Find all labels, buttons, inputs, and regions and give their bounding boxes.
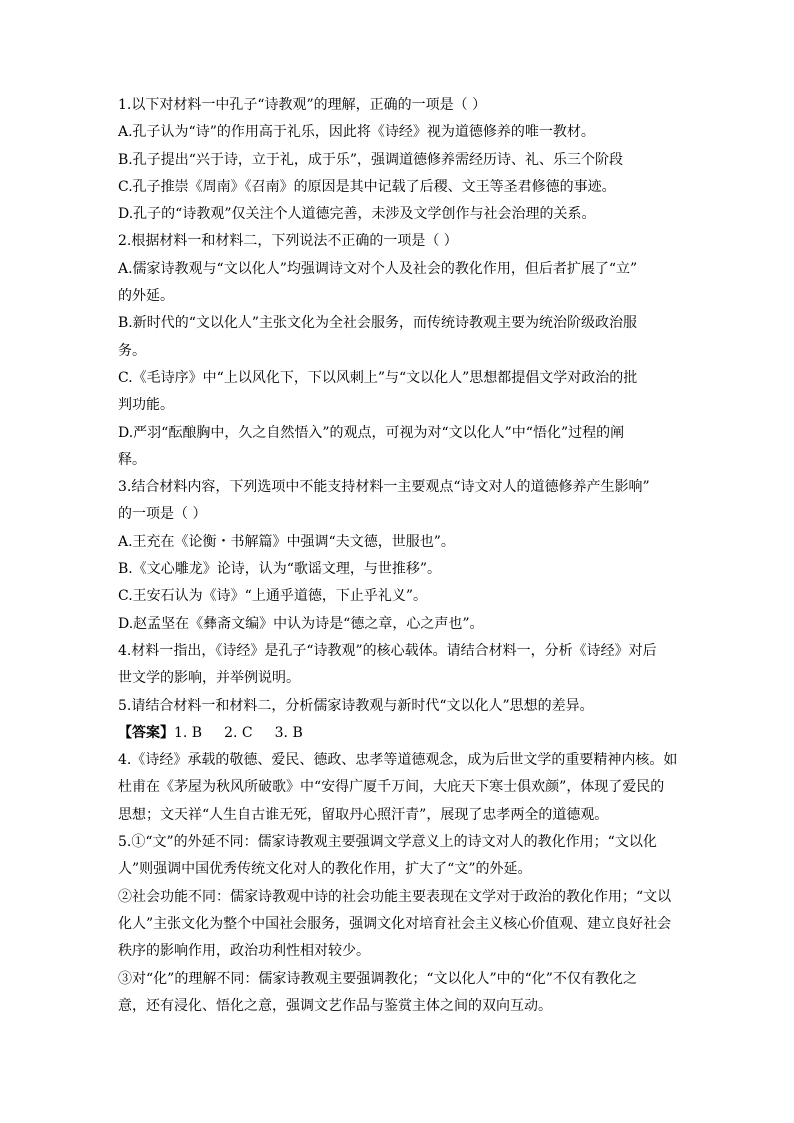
q2-option-a: A.儒家诗教观与“文以化人”均强调诗文对个人及社会的教化作用，但后者扩展了“立” bbox=[118, 260, 638, 277]
q2-option-c: C.《毛诗序》中“上以风化下，下以风刺上”与“文以化人”思想都提倡文学对政治的批 bbox=[118, 369, 638, 386]
document-body bbox=[118, 92, 678, 1020]
a4-line-1: 4.《诗经》承载的敬德、爱民、德政、忠孝等道德观念，成为后世文学的重要精神内核。如 bbox=[118, 752, 678, 769]
q3-stem-cont: 的一项是（ ） bbox=[118, 506, 207, 523]
q1-option-b: B.孔子提出“兴于诗，立于礼，成于乐”，强调道德修养需经历诗、礼、乐三个阶段 bbox=[118, 151, 624, 168]
answer-key bbox=[118, 720, 678, 747]
q4-stem-cont: 世文学的影响，并举例说明。 bbox=[118, 670, 300, 687]
a5-line-2: 人”则强调中国优秀传统文化对人的教化作用，扩大了“文”的外延。 bbox=[118, 861, 532, 878]
a5-line-5: 秩序的影响作用，政治功利性相对较少。 bbox=[118, 943, 370, 960]
a5-line-4: 化人”主张文化为整个中国社会服务，强调文化对培育社会主义核心价值观、建立良好社会 bbox=[118, 915, 672, 932]
q2-option-d-cont: 释。 bbox=[118, 451, 146, 468]
q2-stem: 2.根据材料一和材料二，下列说法不正确的一项是（ ） bbox=[118, 233, 458, 250]
a5-line-7: 意，还有浸化、悟化之意，强调文艺作品与鉴赏主体之间的双向互动。 bbox=[118, 997, 552, 1014]
answer-3: 3. B bbox=[274, 724, 303, 741]
answer-2: 2. C bbox=[224, 724, 253, 741]
q1-option-a: A.孔子认为“诗”的作用高于礼乐，因此将《诗经》视为道德修养的唯一教材。 bbox=[118, 124, 595, 141]
q1-option-d: D.孔子的“诗教观”仅关注个人道德完善，未涉及文学创作与社会治理的关系。 bbox=[118, 206, 596, 223]
a4-line-3: 思想；文天祥“人生自古谁无死，留取丹心照汗青”，展现了忠孝两全的道德观。 bbox=[118, 806, 609, 823]
answer-tag: 【答案】 bbox=[118, 724, 174, 741]
q2-option-b: B.新时代的“文以化人”主张文化为全社会服务，而传统诗教观主要为统治阶级政治服 bbox=[118, 315, 638, 332]
q2-option-d: D.严羽“酝酿胸中，久之自然悟入”的观点，可视为对“文以化人”中“悟化”过程的阐 bbox=[118, 424, 625, 441]
q1-stem: 1.以下对材料一中孔子“诗教观”的理解，正确的一项是（ ） bbox=[118, 97, 487, 113]
q3-option-a: A.王充在《论衡・书解篇》中强调“夫文德，世服也”。 bbox=[118, 533, 455, 550]
q2-option-a-cont: 的外延。 bbox=[118, 288, 174, 305]
q4-stem: 4.材料一指出，《诗经》是孔子“诗教观”的核心载体。请结合材料一，分析《诗经》对后 bbox=[118, 642, 657, 659]
q2-option-c-cont: 判功能。 bbox=[118, 397, 174, 414]
answer-values bbox=[174, 725, 325, 741]
q3-option-c: C.王安石认为《诗》“上通乎道德，下止乎礼义”。 bbox=[118, 588, 427, 605]
q3-option-d: D.赵孟坚在《彝斋文编》中认为诗是“德之章，心之声也”。 bbox=[118, 615, 484, 632]
q2-option-b-cont: 务。 bbox=[118, 342, 146, 359]
q5-stem: 5.请结合材料一和材料二，分析儒家诗教观与新时代“文以化人”思想的差异。 bbox=[118, 697, 594, 714]
answer-1: 1. B bbox=[174, 724, 203, 741]
q3-option-b: B.《文心雕龙》论诗，认为“歌谣文理，与世推移”。 bbox=[118, 561, 442, 578]
a4-line-2: 杜甫在《茅屋为秋风所破歌》中“安得广厦千万间，大庇天下寒士俱欢颜”，体现了爱民的 bbox=[118, 779, 665, 796]
a5-line-3: ②社会功能不同：儒家诗教观中诗的社会功能主要表现在文学对于政治的教化作用；“文以 bbox=[118, 888, 672, 905]
q3-stem: 3.结合材料内容，下列选项中不能支持材料一主要观点“诗文对人的道德修养产生影响” bbox=[118, 479, 650, 496]
a5-line-6: ③对“化”的理解不同：儒家诗教观主要强调教化；“文以化人”中的“化”不仅有教化之 bbox=[118, 970, 637, 987]
q1-option-c: C.孔子推崇《周南》《召南》的原因是其中记载了后稷、文王等圣君修德的事迹。 bbox=[118, 178, 616, 195]
a5-line-1: 5.①“文”的外延不同：儒家诗教观主要强调文学意义上的诗文对人的教化作用；“文以化 bbox=[118, 834, 657, 851]
